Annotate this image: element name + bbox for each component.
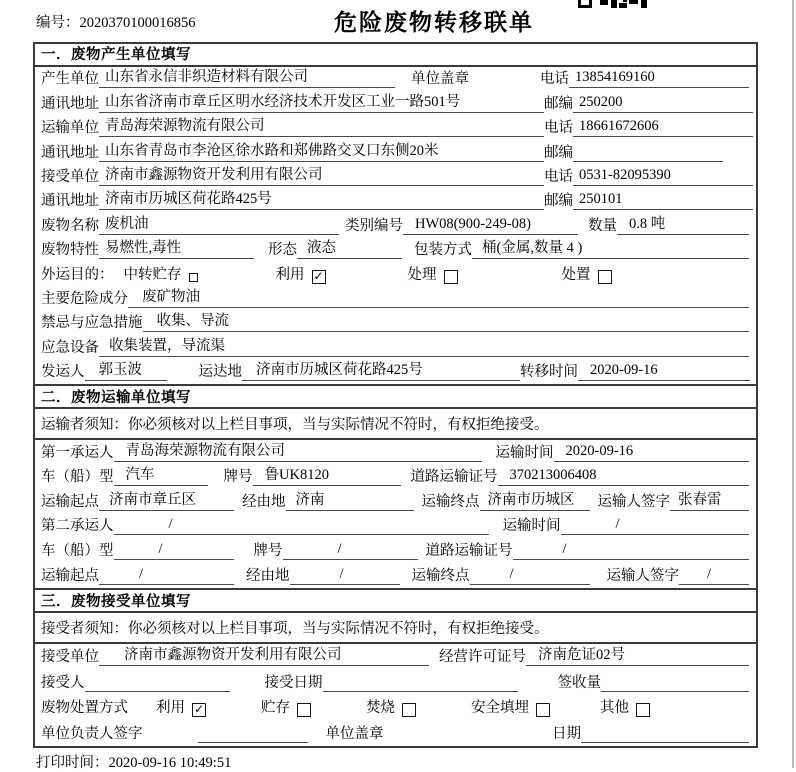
- producer-zip-value: 250200: [573, 93, 753, 113]
- row-accept: [35, 669, 756, 695]
- row-receive-unit: [35, 644, 756, 670]
- route2-origin-value: /: [99, 565, 234, 585]
- row-transporter: [35, 116, 756, 140]
- receipt-qty-value: [601, 673, 749, 692]
- vehicle2-type-value: /: [114, 540, 234, 560]
- transporter-address-label: 通讯地址: [41, 144, 99, 161]
- producer-address-value: 山东省济南市章丘区明水经济技术开发区工业一路501号: [99, 93, 544, 113]
- row-transporter-address: [35, 140, 756, 164]
- vehicle1-type-label: 车（船）型: [41, 469, 114, 486]
- receiver-address-label: 通讯地址: [41, 193, 99, 210]
- destination-value: 济南市历城区荷花路425号: [242, 361, 520, 381]
- row-vehicle1: [35, 465, 756, 490]
- purpose-option-dispose: [562, 263, 612, 284]
- row-hazard: [35, 287, 756, 311]
- accept-date-label: 接受日期: [264, 674, 323, 691]
- packing-label: 包装方式: [414, 242, 472, 259]
- route2-via-value: /: [290, 565, 400, 585]
- page-title: 危险废物转移联单: [334, 9, 534, 35]
- emergency-equipment-label: 应急设备: [41, 339, 99, 356]
- carrier1-time-label: 运输时间: [495, 444, 554, 461]
- route1-sign-value: 张春雷: [670, 491, 749, 511]
- document-number: [36, 11, 196, 32]
- route2-sign-value: /: [679, 565, 749, 585]
- waste-qty-label: 数量: [588, 217, 617, 234]
- hazard-label: 主要危险成分: [41, 290, 128, 307]
- waste-code-value: HW08(900-249-08): [403, 215, 578, 235]
- carrier2-time-value: /: [561, 515, 750, 535]
- waste-name-label: 废物名称: [41, 217, 99, 234]
- receiver-zip-label: 邮编: [544, 193, 573, 210]
- disposal-storage-label: 贮存: [261, 700, 290, 717]
- row-purpose: [35, 262, 756, 286]
- carrier2-time-label: 运输时间: [502, 518, 561, 535]
- row-carrier2: [35, 514, 756, 539]
- vehicle2-permit-label: 道路运输证号: [425, 543, 513, 560]
- route2-sign-label: 运输人签字: [606, 567, 679, 584]
- row-dispatch: [35, 360, 756, 384]
- purpose-treat-label: 处理: [407, 266, 437, 283]
- waste-props-value: 易燃性,毒性: [99, 239, 254, 259]
- checkbox-disposal-use: [192, 703, 206, 717]
- emergency-measures-label: 禁忌与应急措施: [41, 315, 143, 332]
- purpose-use-label: 利用: [275, 266, 305, 283]
- receiver-label: 接受单位: [41, 168, 99, 185]
- vehicle1-type-value: 汽车: [114, 466, 208, 486]
- row-receiver-address: [35, 189, 756, 213]
- producer-zip-label: 邮编: [544, 95, 573, 112]
- vehicle2-permit-value: /: [513, 540, 750, 560]
- row-waste-props: [35, 238, 756, 262]
- waste-form-label: 形态: [268, 242, 297, 259]
- row-emergency-equipment: [35, 335, 756, 359]
- purpose-option-use: [276, 263, 326, 284]
- producer-phone-value: 13854169160: [569, 68, 749, 88]
- disposal-other-label: 其他: [600, 700, 629, 717]
- hazard-value: 废矿物油: [128, 288, 749, 308]
- transporter-phone-value: 18661672606: [573, 117, 753, 137]
- section-receive: [35, 588, 756, 746]
- checkbox-dispose: [598, 270, 612, 284]
- checkbox-disposal-landfill: [536, 703, 550, 717]
- row-waste-name: [35, 213, 756, 237]
- checkbox-use-mark: ✓: [313, 268, 324, 283]
- waste-props-label: 废物特性: [41, 242, 99, 259]
- emergency-equipment-value: 收集装置，导流渠: [99, 337, 749, 357]
- document-number-label: 编号：: [36, 15, 80, 31]
- section-transport: [35, 384, 756, 588]
- sign-date-value: [581, 724, 749, 743]
- section-producer: [35, 44, 756, 384]
- purpose-transfer-label: 中转贮存: [123, 266, 182, 283]
- transporter-label: 运输单位: [41, 120, 99, 137]
- row-emergency-measures: [35, 311, 756, 335]
- vehicle1-plate-value: 鲁UK8120: [253, 466, 401, 486]
- checkbox-disposal-storage: [297, 703, 311, 717]
- purpose-label: 外运目的：: [41, 266, 114, 283]
- carrier2-label: 第二承运人: [41, 518, 114, 535]
- sender-label: 发运人: [41, 364, 85, 381]
- vehicle2-type-label: 车（船）型: [41, 543, 114, 560]
- print-time: 打印时间：2020-09-16 10:49:51: [36, 755, 232, 771]
- section2-title: 二．废物运输单位填写: [35, 384, 756, 409]
- unit-seal-label: 单位盖章: [411, 71, 469, 88]
- receipt-qty-label: 签收量: [557, 674, 601, 691]
- receiver-notice: 接受者须知：你必须核对以上栏目事项，当与实际情况不符时，有权拒绝接受。: [35, 613, 756, 644]
- checkbox-use: [312, 270, 326, 284]
- license-label: 经营许可证号: [439, 649, 526, 666]
- route2-origin-label: 运输起点: [41, 567, 99, 584]
- row-disposal-method: [35, 695, 756, 721]
- route2-via-label: 经由地: [246, 567, 290, 584]
- carrier1-label: 第一承运人: [41, 444, 114, 461]
- row-receiver: [35, 165, 756, 189]
- route1-end-label: 运输终点: [421, 493, 480, 510]
- disposal-option-incinerate: [366, 696, 416, 717]
- producer-phone-label: 电话: [540, 71, 569, 88]
- disposal-method-label: 废物处置方式: [41, 700, 128, 717]
- disposal-option-landfill: [471, 696, 550, 717]
- receiver-phone-value: 0531-82095390: [573, 166, 753, 186]
- vehicle1-permit-value: 370213006408: [498, 466, 750, 486]
- row-carrier1: [35, 440, 756, 465]
- disposal-incinerate-label: 焚烧: [366, 700, 395, 717]
- section3-title: 三．废物接受单位填写: [35, 588, 756, 613]
- transporter-zip-value: [573, 143, 723, 162]
- carrier2-value: /: [114, 515, 489, 535]
- transporter-value: 青岛海荣源物流有限公司: [99, 117, 544, 137]
- vehicle2-plate-value: /: [283, 540, 418, 560]
- purpose-option-transfer: [124, 263, 198, 284]
- checkbox-disposal-other: [636, 703, 650, 717]
- route1-via-value: 济南: [286, 491, 414, 511]
- carrier1-value: 青岛海荣源物流有限公司: [114, 442, 482, 462]
- receiver-address-value: 济南市历城区荷花路425号: [99, 190, 544, 210]
- qr-code-fragment-icon: [578, 0, 650, 9]
- producer-label: 产生单位: [41, 71, 99, 88]
- receiver-zip-value: 250101: [573, 190, 753, 210]
- responsible-sign-label: 单位负责人签字: [41, 725, 143, 742]
- waste-qty-value: 0.8 吨: [617, 215, 749, 235]
- license-value: 济南危证02号: [526, 646, 749, 666]
- disposal-landfill-label: 安全填埋: [471, 700, 529, 717]
- row-producer-address: [35, 91, 756, 115]
- accept-person-value: [85, 673, 230, 692]
- unit-seal-label-2: 单位盖章: [325, 725, 384, 742]
- row-route1: [35, 489, 756, 514]
- transporter-address-value: 山东省青岛市李沧区徐水路和郑佛路交叉口东侧20米: [99, 142, 544, 162]
- route1-end-value: 济南市历城区: [480, 491, 590, 511]
- destination-label: 运达地: [198, 364, 242, 381]
- waste-code-label: 类别编号: [345, 217, 403, 234]
- route1-origin-label: 运输起点: [41, 493, 99, 510]
- disposal-use-label: 利用: [156, 700, 185, 717]
- sign-date-label: 日期: [552, 725, 581, 742]
- transfer-time-value: 2020-09-16: [578, 361, 750, 381]
- section1-title: 一．废物产生单位填写: [35, 44, 756, 67]
- vehicle1-plate-label: 牌号: [223, 469, 253, 486]
- row-producer: [35, 67, 756, 91]
- disposal-option-other: [600, 696, 650, 717]
- vehicle1-permit-label: 道路运输证号: [410, 469, 498, 486]
- waste-form-value: 液态: [297, 239, 402, 259]
- row-vehicle2: [35, 538, 756, 563]
- accept-person-label: 接受人: [41, 674, 85, 691]
- checkbox-disposal-incinerate: [402, 703, 416, 717]
- disposal-option-use: [156, 696, 206, 717]
- producer-value: 山东省永信非织造材料有限公司: [99, 68, 395, 88]
- transporter-phone-label: 电话: [544, 120, 573, 137]
- page-edge-divider: [792, 0, 794, 768]
- route1-sign-label: 运输人签字: [597, 493, 670, 510]
- receiver-value: 济南市鑫源物资开发利用有限公司: [99, 166, 544, 186]
- transporter-notice: 运输者须知：你必须核对以上栏目事项，当与实际情况不符时，有权拒绝接受。: [35, 409, 756, 440]
- producer-address-label: 通讯地址: [41, 95, 99, 112]
- carrier1-time-value: 2020-09-16: [554, 442, 750, 462]
- checkbox-disposal-use-mark: ✓: [193, 702, 205, 717]
- receiver-phone-label: 电话: [544, 168, 573, 185]
- route1-origin-value: 济南市章丘区: [99, 491, 234, 511]
- receive-unit-label: 接受单位: [41, 649, 99, 666]
- packing-value: 桶(金属,数量 4 ): [472, 239, 749, 259]
- purpose-option-treat: [408, 263, 458, 284]
- transporter-zip-label: 邮编: [544, 144, 573, 161]
- receive-unit-value: 济南市鑫源物资开发利用有限公司: [99, 646, 429, 666]
- document-number-value: 2020370100016856: [79, 15, 196, 31]
- checkbox-treat: [444, 270, 458, 284]
- checkbox-transfer-storage: [189, 273, 198, 282]
- transfer-time-label: 转移时间: [520, 364, 578, 381]
- purpose-dispose-label: 处置: [561, 266, 591, 283]
- route1-via-label: 经由地: [242, 493, 286, 510]
- row-route2: [35, 563, 756, 588]
- row-responsible-sign: [35, 720, 756, 746]
- manifest-form: [33, 42, 758, 748]
- waste-name-value: 废机油: [99, 215, 339, 235]
- disposal-option-storage: [261, 696, 311, 717]
- responsible-sign-value: [198, 724, 308, 743]
- route2-end-label: 运输终点: [411, 567, 470, 584]
- route2-end-value: /: [470, 565, 590, 585]
- vehicle2-plate-label: 牌号: [253, 543, 283, 560]
- emergency-measures-value: 收集、导流: [143, 312, 750, 332]
- sender-value: 郭玉波: [85, 361, 167, 381]
- accept-date-value: [323, 673, 518, 692]
